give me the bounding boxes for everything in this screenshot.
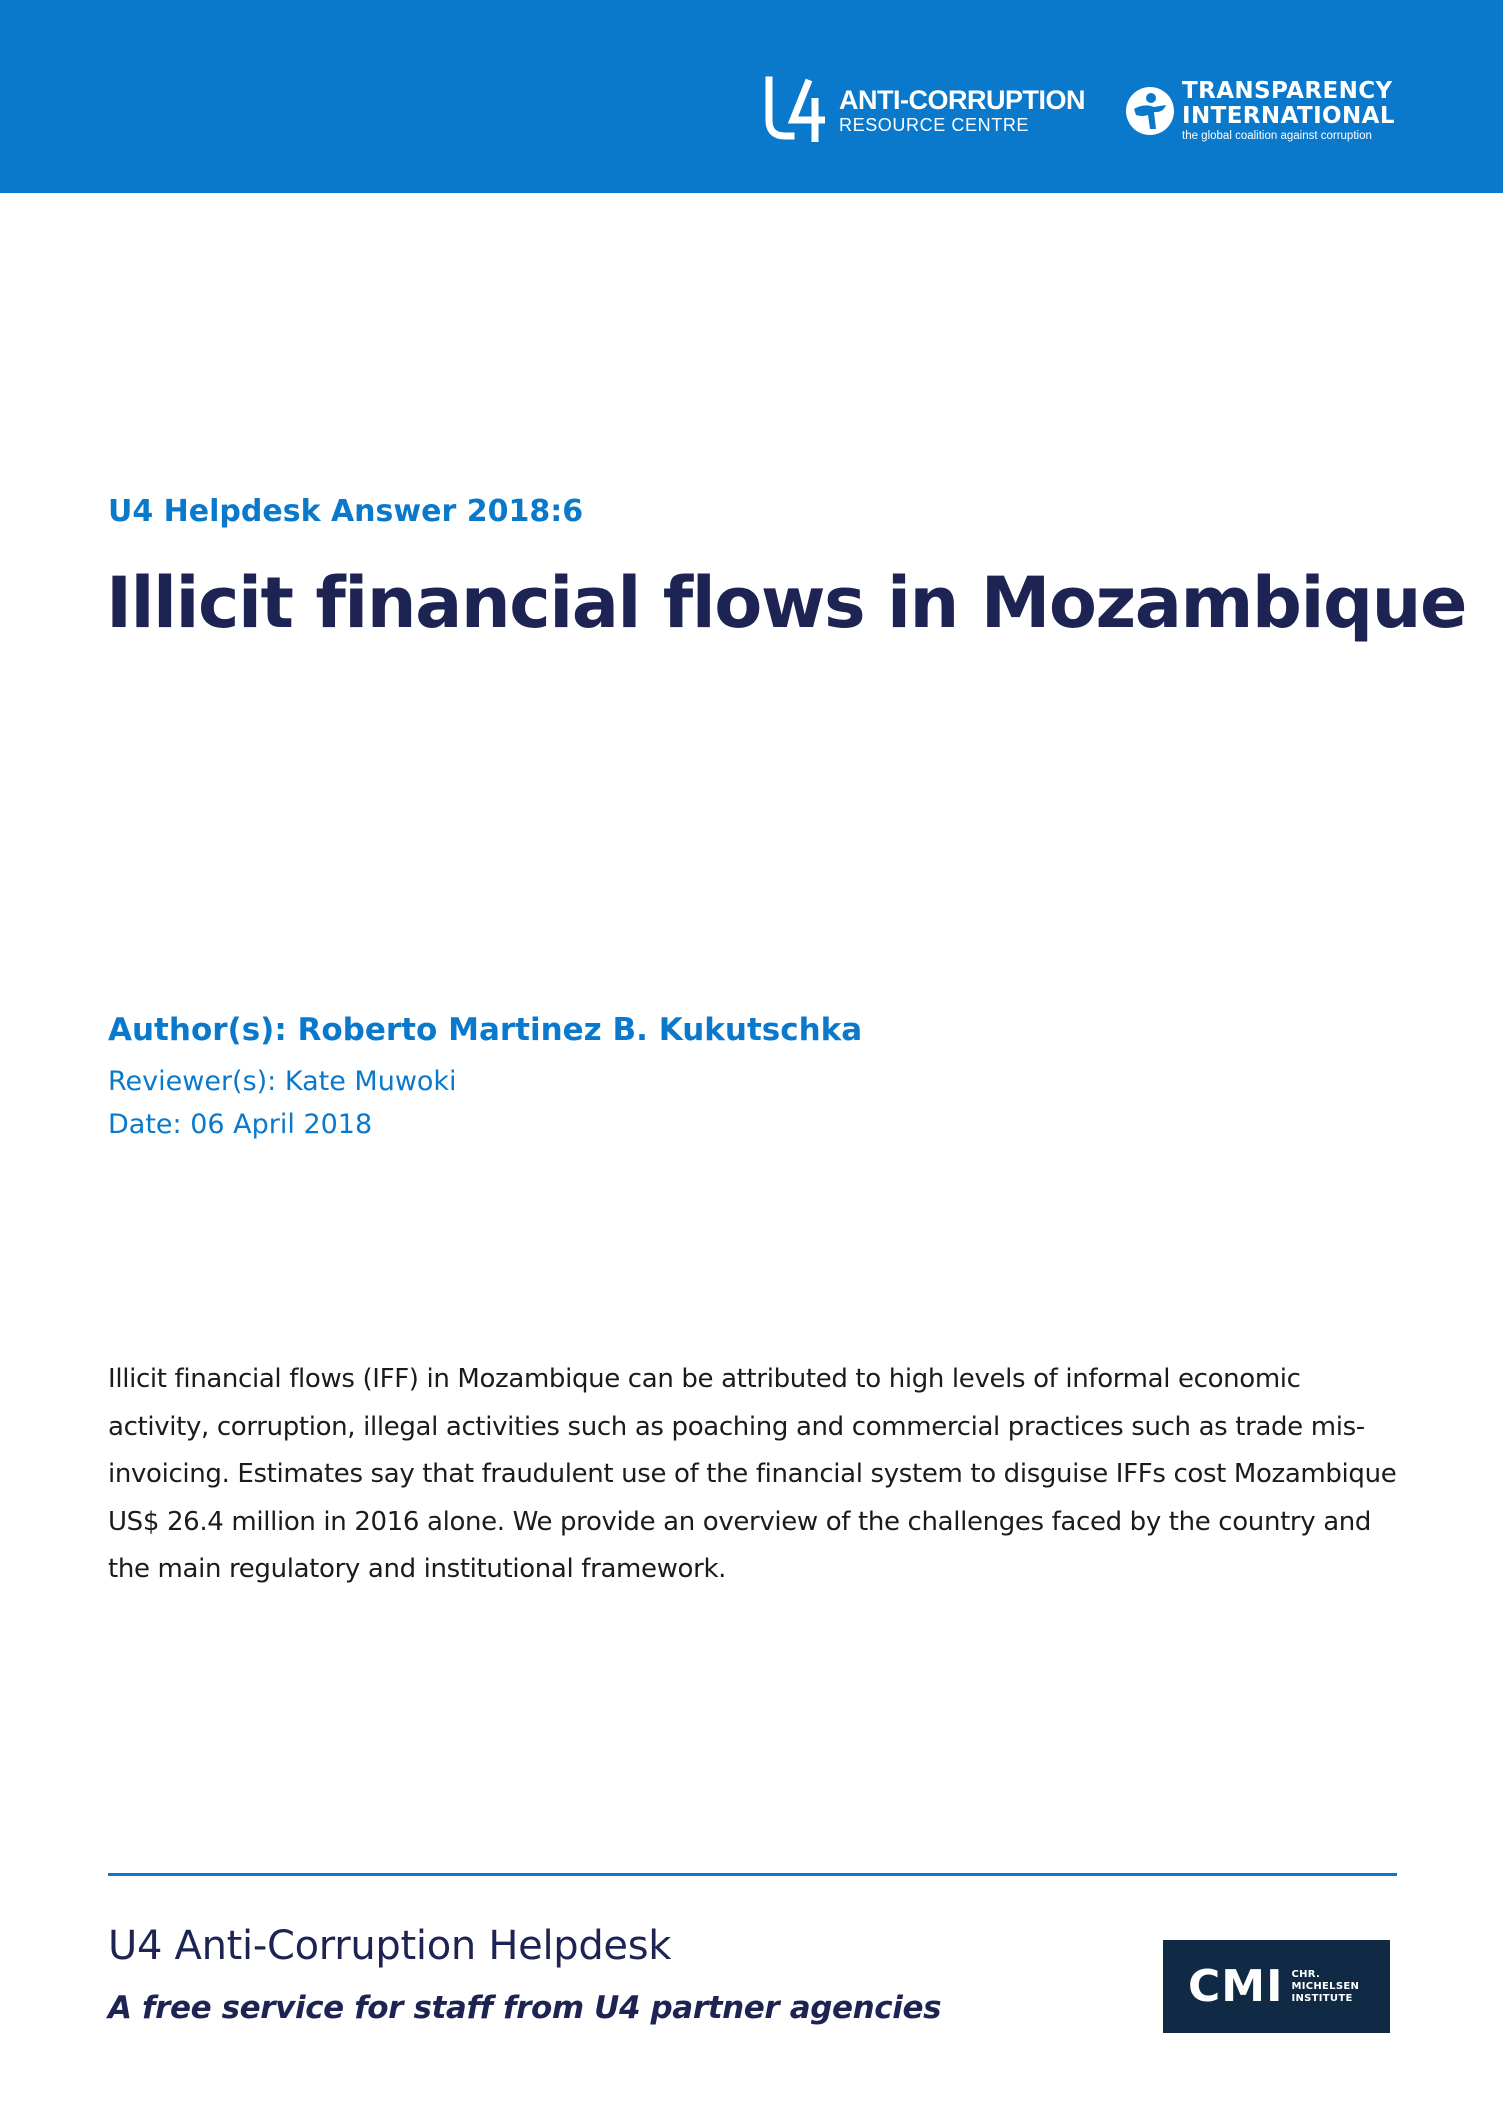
cmi-logo[interactable] [1163, 1940, 1390, 2033]
u4-logo-mark-text: U4 [765, 76, 767, 77]
ti-logo-line1: TRANSPARENCY [1182, 78, 1393, 104]
abstract-paragraph: Illicit financial flows (IFF) in Mozambique can be attributed to high levels of informal economic activity, corruption, illegal activities such as poaching and commercial practices such as trade mis-invoicing. Estimates say that fraudulent use of the financial system to disguise IFFs cost Mozambique US$ 26.4 million in 2016 alone. We provide an overview of the challenges faced by the country and the main regulatory and institutional framework. [108, 1364, 1397, 1584]
ti-logo-line2: INTERNATIONAL [1182, 103, 1395, 129]
reviewers-line: Reviewer(s): Kate Muwoki [108, 1066, 457, 1097]
u4-logo-line1: ANTI-CORRUPTION [839, 85, 1085, 115]
cmi-logo-line1: CHR. [1291, 1968, 1321, 1980]
cmi-logo-words [1291, 1969, 1359, 2005]
authors-line: Author(s): Roberto Martinez B. Kukutschka [108, 1012, 863, 1048]
footer-helpdesk-title: U4 Anti-Corruption Helpdesk [108, 1923, 672, 1969]
header-band [0, 0, 1503, 193]
footer-tagline: A free service for staff from U4 partner agencies [108, 1990, 942, 2026]
u4-logo[interactable] [765, 76, 1085, 144]
ti-logo-tagline: the global coalition against corruption [1182, 130, 1372, 142]
ti-logo[interactable] [1124, 78, 1395, 144]
cmi-logo-line2: MICHELSEN [1291, 1980, 1360, 1992]
series-label: U4 Helpdesk Answer 2018:6 [108, 494, 584, 529]
ti-globe-icon [1124, 85, 1176, 137]
date-line: Date: 06 April 2018 [108, 1109, 373, 1140]
u4-logo-mark-icon [765, 76, 831, 144]
u4-logo-line2: RESOURCE CENTRE [839, 115, 1030, 135]
page-title: Illicit financial flows in Mozambique [106, 562, 1466, 644]
cmi-logo-line3: INSTITUTE [1291, 1992, 1353, 2004]
cmi-logo-letters: CMI [1188, 1961, 1284, 2012]
footer-divider [108, 1873, 1397, 1876]
